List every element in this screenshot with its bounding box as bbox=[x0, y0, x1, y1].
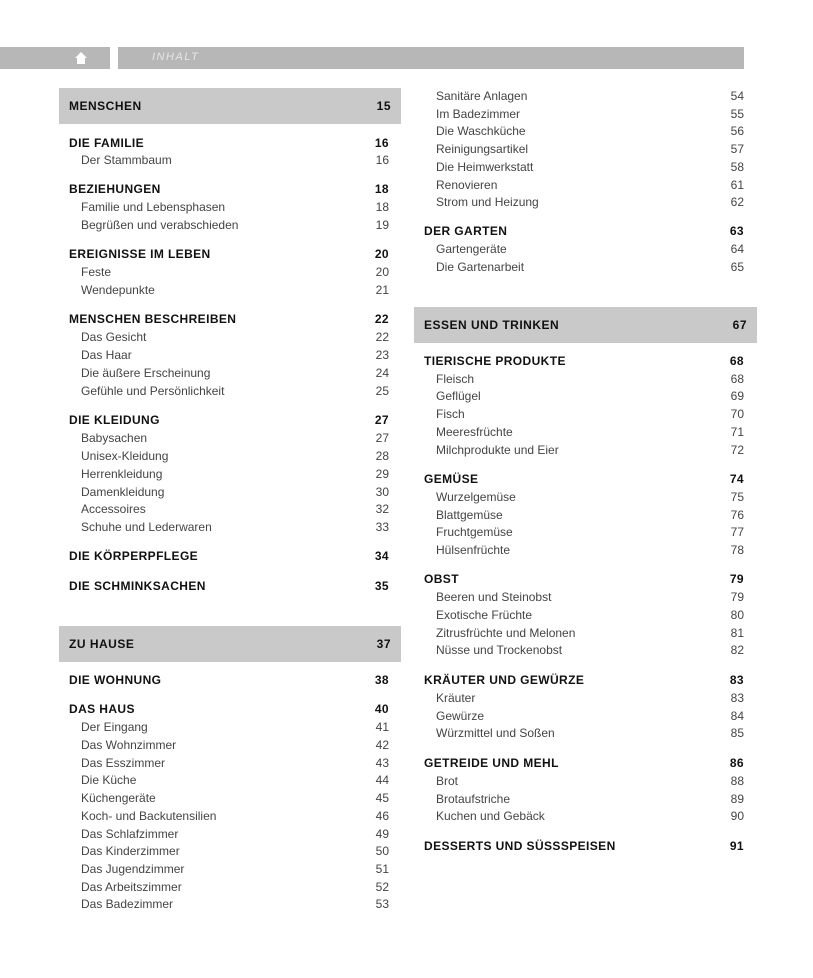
toc-heading-koerperpflege[interactable] bbox=[69, 547, 389, 564]
toc-item[interactable] bbox=[81, 263, 389, 280]
heading-page: 40 bbox=[374, 701, 389, 716]
toc-heading-gemuese[interactable] bbox=[424, 470, 744, 487]
toc-item[interactable] bbox=[436, 122, 744, 139]
item-page: 64 bbox=[730, 241, 744, 256]
item-page: 56 bbox=[730, 123, 744, 138]
item-page: 22 bbox=[375, 329, 389, 344]
item-label: Fleisch bbox=[436, 371, 475, 386]
item-label: Die Gartenarbeit bbox=[436, 259, 525, 274]
item-page: 45 bbox=[375, 790, 389, 805]
item-label: Feste bbox=[81, 264, 112, 279]
heading-label: DER GARTEN bbox=[424, 223, 508, 238]
toc-item[interactable] bbox=[81, 281, 389, 298]
toc-item[interactable] bbox=[436, 807, 744, 824]
toc-item[interactable] bbox=[436, 140, 744, 157]
toc-item[interactable] bbox=[81, 842, 389, 859]
item-label: Damenkleidung bbox=[81, 484, 165, 499]
item-label: Sanitäre Anlagen bbox=[436, 88, 528, 103]
item-page: 75 bbox=[730, 489, 744, 504]
item-page: 28 bbox=[375, 448, 389, 463]
toc-item[interactable] bbox=[81, 346, 389, 363]
item-label: Das Arbeitszimmer bbox=[81, 879, 182, 894]
item-label: Babysachen bbox=[81, 430, 148, 445]
toc-heading-familie[interactable] bbox=[69, 134, 389, 151]
item-page: 65 bbox=[730, 259, 744, 274]
item-page: 49 bbox=[375, 826, 389, 841]
item-page: 16 bbox=[375, 152, 389, 167]
toc-item[interactable] bbox=[436, 606, 744, 623]
heading-label: DIE SCHMINKSACHEN bbox=[69, 578, 206, 593]
toc-item[interactable] bbox=[81, 718, 389, 735]
toc-item[interactable] bbox=[436, 707, 744, 724]
item-page: 76 bbox=[730, 507, 744, 522]
item-label: Blattgemüse bbox=[436, 507, 503, 522]
item-page: 79 bbox=[730, 589, 744, 604]
item-page: 69 bbox=[730, 388, 744, 403]
item-page: 71 bbox=[730, 424, 744, 439]
item-label: Geflügel bbox=[436, 388, 481, 403]
item-page: 90 bbox=[730, 808, 744, 823]
heading-label: DIE KLEIDUNG bbox=[69, 412, 160, 427]
toc-item[interactable] bbox=[436, 724, 744, 741]
item-page: 62 bbox=[730, 194, 744, 209]
home-icon[interactable] bbox=[74, 51, 88, 65]
toc-item[interactable] bbox=[436, 790, 744, 807]
toc-item[interactable] bbox=[436, 240, 744, 257]
topbar bbox=[118, 47, 744, 69]
topbar-left bbox=[0, 47, 110, 69]
toc-heading-kleidung[interactable] bbox=[69, 411, 389, 428]
item-label: Meeresfrüchte bbox=[436, 424, 513, 439]
item-label: Das Gesicht bbox=[81, 329, 147, 344]
item-page: 21 bbox=[375, 282, 389, 297]
toc-item[interactable] bbox=[436, 488, 744, 505]
toc-item[interactable] bbox=[81, 860, 389, 877]
toc-heading-desserts[interactable] bbox=[424, 837, 744, 854]
toc-heading-tierische-produkte[interactable] bbox=[424, 352, 744, 369]
item-page: 27 bbox=[375, 430, 389, 445]
item-label: Hülsenfrüchte bbox=[436, 542, 511, 557]
heading-label: OBST bbox=[424, 571, 459, 586]
item-label: Das Schlafzimmer bbox=[81, 826, 179, 841]
item-page: 43 bbox=[375, 755, 389, 770]
item-page: 51 bbox=[375, 861, 389, 876]
item-label: Reinigungsartikel bbox=[436, 141, 529, 156]
item-label: Kräuter bbox=[436, 690, 476, 705]
toc-item[interactable] bbox=[81, 465, 389, 482]
heading-page: 63 bbox=[729, 223, 744, 238]
item-page: 78 bbox=[730, 542, 744, 557]
section-label: ESSEN UND TRINKEN bbox=[424, 318, 560, 332]
item-label: Die äußere Erscheinung bbox=[81, 365, 211, 380]
section-menschen[interactable] bbox=[59, 88, 401, 124]
item-label: Küchengeräte bbox=[81, 790, 156, 805]
item-page: 30 bbox=[375, 484, 389, 499]
toc-item[interactable] bbox=[436, 370, 744, 387]
heading-page: 83 bbox=[729, 672, 744, 687]
toc-item[interactable] bbox=[436, 258, 744, 275]
toc-item[interactable] bbox=[436, 193, 744, 210]
toc-item[interactable] bbox=[81, 789, 389, 806]
item-page: 24 bbox=[375, 365, 389, 380]
section-essen-und-trinken[interactable] bbox=[414, 307, 757, 343]
toc-item[interactable] bbox=[436, 641, 744, 658]
item-label: Renovieren bbox=[436, 177, 498, 192]
section-zu-hause[interactable] bbox=[59, 626, 401, 662]
toc-item[interactable] bbox=[81, 151, 389, 168]
item-label: Gartengeräte bbox=[436, 241, 507, 256]
toc-item[interactable] bbox=[81, 216, 389, 233]
toc-heading-ereignisse[interactable] bbox=[69, 245, 389, 262]
toc-item[interactable] bbox=[436, 523, 744, 540]
heading-label: EREIGNISSE IM LEBEN bbox=[69, 246, 211, 261]
toc-heading-getreide[interactable] bbox=[424, 754, 744, 771]
toc-item[interactable] bbox=[81, 771, 389, 788]
item-label: Die Küche bbox=[81, 772, 137, 787]
toc-item[interactable] bbox=[81, 754, 389, 771]
heading-page: 79 bbox=[729, 571, 744, 586]
item-page: 20 bbox=[375, 264, 389, 279]
toc-item[interactable] bbox=[436, 176, 744, 193]
item-page: 61 bbox=[730, 177, 744, 192]
item-page: 19 bbox=[375, 217, 389, 232]
section-page: 15 bbox=[376, 99, 391, 113]
item-page: 29 bbox=[375, 466, 389, 481]
item-label: Accessoires bbox=[81, 501, 146, 516]
item-page: 68 bbox=[730, 371, 744, 386]
item-page: 54 bbox=[730, 88, 744, 103]
heading-label: MENSCHEN BESCHREIBEN bbox=[69, 311, 237, 326]
toc-heading-obst[interactable] bbox=[424, 570, 744, 587]
item-label: Der Eingang bbox=[81, 719, 148, 734]
item-label: Strom und Heizung bbox=[436, 194, 539, 209]
item-label: Herrenkleidung bbox=[81, 466, 163, 481]
heading-label: DAS HAUS bbox=[69, 701, 135, 716]
item-label: Wurzelgemüse bbox=[436, 489, 516, 504]
section-page: 67 bbox=[732, 318, 747, 332]
item-label: Der Stammbaum bbox=[81, 152, 172, 167]
item-page: 88 bbox=[730, 773, 744, 788]
toc-item[interactable] bbox=[81, 198, 389, 215]
toc-item[interactable] bbox=[436, 158, 744, 175]
toc-item[interactable] bbox=[436, 624, 744, 641]
toc-heading-wohnung[interactable] bbox=[69, 671, 389, 688]
item-label: Kuchen und Gebäck bbox=[436, 808, 545, 823]
item-page: 53 bbox=[375, 896, 389, 911]
toc-heading-beziehungen[interactable] bbox=[69, 180, 389, 197]
item-page: 57 bbox=[730, 141, 744, 156]
toc-item[interactable] bbox=[436, 105, 744, 122]
heading-page: 34 bbox=[374, 548, 389, 563]
toc-item[interactable] bbox=[436, 87, 744, 104]
item-page: 33 bbox=[375, 519, 389, 534]
toc-heading-haus[interactable] bbox=[69, 700, 389, 717]
section-label: MENSCHEN bbox=[69, 99, 142, 113]
item-label: Nüsse und Trockenobst bbox=[436, 642, 563, 657]
page-title: INHALT bbox=[152, 51, 200, 63]
toc-item[interactable] bbox=[81, 736, 389, 753]
item-label: Das Kinderzimmer bbox=[81, 843, 180, 858]
toc-item[interactable] bbox=[81, 807, 389, 824]
item-label: Exotische Früchte bbox=[436, 607, 533, 622]
item-label: Zitrusfrüchte und Melonen bbox=[436, 625, 576, 640]
heading-label: KRÄUTER UND GEWÜRZE bbox=[424, 672, 585, 687]
toc-item[interactable] bbox=[436, 387, 744, 404]
item-label: Das Badezimmer bbox=[81, 896, 174, 911]
toc-heading-kraeuter[interactable] bbox=[424, 671, 744, 688]
toc-item[interactable] bbox=[436, 423, 744, 440]
item-label: Gefühle und Persönlichkeit bbox=[81, 383, 225, 398]
toc-item[interactable] bbox=[81, 382, 389, 399]
heading-label: GETREIDE UND MEHL bbox=[424, 755, 559, 770]
heading-page: 27 bbox=[374, 412, 389, 427]
toc-item[interactable] bbox=[81, 328, 389, 345]
heading-label: DESSERTS UND SÜSSSPEISEN bbox=[424, 838, 616, 853]
item-page: 85 bbox=[730, 725, 744, 740]
toc-item[interactable] bbox=[81, 825, 389, 842]
heading-page: 38 bbox=[374, 672, 389, 687]
item-label: Milchprodukte und Eier bbox=[436, 442, 559, 457]
item-page: 77 bbox=[730, 524, 744, 539]
item-page: 25 bbox=[375, 383, 389, 398]
toc-item[interactable] bbox=[81, 878, 389, 895]
toc-heading-schminksachen[interactable] bbox=[69, 577, 389, 594]
item-page: 89 bbox=[730, 791, 744, 806]
item-label: Das Wohnzimmer bbox=[81, 737, 177, 752]
toc-item[interactable] bbox=[436, 405, 744, 422]
heading-page: 35 bbox=[374, 578, 389, 593]
item-label: Begrüßen und verabschieden bbox=[81, 217, 239, 232]
item-page: 52 bbox=[375, 879, 389, 894]
item-page: 84 bbox=[730, 708, 744, 723]
item-label: Das Jugendzimmer bbox=[81, 861, 185, 876]
item-label: Fruchtgemüse bbox=[436, 524, 513, 539]
item-page: 80 bbox=[730, 607, 744, 622]
heading-label: TIERISCHE PRODUKTE bbox=[424, 353, 566, 368]
heading-page: 68 bbox=[729, 353, 744, 368]
item-page: 50 bbox=[375, 843, 389, 858]
item-page: 58 bbox=[730, 159, 744, 174]
item-label: Im Badezimmer bbox=[436, 106, 521, 121]
heading-page: 74 bbox=[729, 471, 744, 486]
item-page: 18 bbox=[375, 199, 389, 214]
item-page: 41 bbox=[375, 719, 389, 734]
heading-page: 86 bbox=[729, 755, 744, 770]
item-page: 42 bbox=[375, 737, 389, 752]
item-page: 44 bbox=[375, 772, 389, 787]
heading-page: 16 bbox=[374, 135, 389, 150]
toc-item[interactable] bbox=[436, 506, 744, 523]
section-label: ZU HAUSE bbox=[69, 637, 135, 651]
item-label: Wendepunkte bbox=[81, 282, 155, 297]
heading-label: DIE WOHNUNG bbox=[69, 672, 162, 687]
heading-page: 20 bbox=[374, 246, 389, 261]
toc-item[interactable] bbox=[436, 772, 744, 789]
heading-label: GEMÜSE bbox=[424, 471, 479, 486]
item-label: Das Esszimmer bbox=[81, 755, 166, 770]
item-label: Brotaufstriche bbox=[436, 791, 511, 806]
item-page: 83 bbox=[730, 690, 744, 705]
item-page: 81 bbox=[730, 625, 744, 640]
toc-item[interactable] bbox=[81, 895, 389, 912]
heading-label: BEZIEHUNGEN bbox=[69, 181, 161, 196]
item-label: Schuhe und Lederwaren bbox=[81, 519, 212, 534]
toc-heading-beschreiben[interactable] bbox=[69, 310, 389, 327]
item-page: 55 bbox=[730, 106, 744, 121]
toc-item[interactable] bbox=[81, 364, 389, 381]
item-page: 82 bbox=[730, 642, 744, 657]
item-label: Beeren und Steinobst bbox=[436, 589, 552, 604]
heading-label: DIE KÖRPERPFLEGE bbox=[69, 548, 199, 563]
toc-heading-garten[interactable] bbox=[424, 222, 744, 239]
toc-item[interactable] bbox=[81, 483, 389, 500]
toc-item[interactable] bbox=[436, 441, 744, 458]
toc-item[interactable] bbox=[81, 429, 389, 446]
item-page: 70 bbox=[730, 406, 744, 421]
item-page: 23 bbox=[375, 347, 389, 362]
toc-item[interactable] bbox=[81, 500, 389, 517]
heading-page: 18 bbox=[374, 181, 389, 196]
item-label: Das Haar bbox=[81, 347, 132, 362]
item-label: Würzmittel und Soßen bbox=[436, 725, 555, 740]
section-page: 37 bbox=[376, 637, 391, 651]
toc-item[interactable] bbox=[436, 541, 744, 558]
item-label: Unisex-Kleidung bbox=[81, 448, 169, 463]
item-page: 46 bbox=[375, 808, 389, 823]
item-label: Die Heimwerkstatt bbox=[436, 159, 534, 174]
item-label: Die Waschküche bbox=[436, 123, 526, 138]
item-label: Brot bbox=[436, 773, 459, 788]
heading-page: 22 bbox=[374, 311, 389, 326]
toc-item[interactable] bbox=[436, 689, 744, 706]
item-page: 72 bbox=[730, 442, 744, 457]
item-label: Gewürze bbox=[436, 708, 485, 723]
item-label: Fisch bbox=[436, 406, 465, 421]
item-label: Familie und Lebensphasen bbox=[81, 199, 226, 214]
heading-page: 91 bbox=[729, 838, 744, 853]
item-label: Koch- und Backutensilien bbox=[81, 808, 217, 823]
item-page: 32 bbox=[375, 501, 389, 516]
toc-item[interactable] bbox=[81, 447, 389, 464]
toc-item[interactable] bbox=[81, 518, 389, 535]
heading-label: DIE FAMILIE bbox=[69, 135, 145, 150]
toc-item[interactable] bbox=[436, 588, 744, 605]
